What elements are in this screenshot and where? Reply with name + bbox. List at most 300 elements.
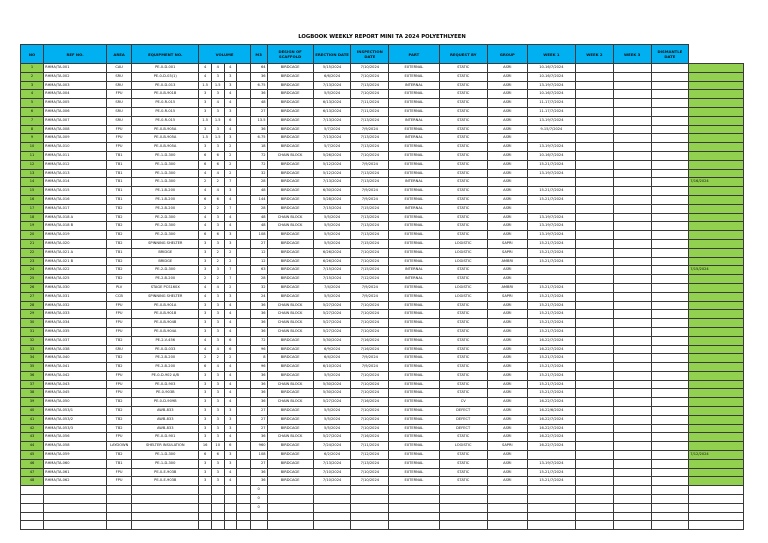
table-cell	[613, 187, 651, 196]
table-cell: TB1	[107, 459, 132, 468]
table-cell: 2	[211, 204, 224, 213]
table-cell	[527, 204, 575, 213]
table-cell: 108	[250, 231, 267, 240]
table-cell	[527, 451, 575, 460]
table-cell	[613, 107, 651, 116]
table-row	[21, 169, 744, 178]
table-cell: TB2	[107, 257, 132, 266]
table-cell: 4	[224, 195, 237, 204]
table-cell: 43	[21, 433, 44, 442]
table-cell: 18	[21, 213, 44, 222]
table-row	[21, 266, 744, 275]
table-cell: PE-1-D-300	[132, 169, 199, 178]
table-cell: 4	[199, 64, 212, 73]
table-cell: PE-0-B-905A	[132, 134, 199, 143]
table-cell: EXTERNAL	[389, 64, 439, 73]
table-cell: RHMA/TA-043	[44, 380, 107, 389]
table-cell: PE-1-D-300	[132, 451, 199, 460]
table-row	[21, 433, 744, 442]
table-cell	[487, 521, 527, 530]
table-cell	[689, 169, 744, 178]
table-cell: BIRDCAGE	[267, 90, 313, 99]
table-cell: 6/9/2024	[313, 345, 351, 354]
table-cell: STATIC	[439, 72, 487, 81]
table-cell: 5/30/2024	[313, 336, 351, 345]
table-cell: 32	[250, 283, 267, 292]
table-cell: 13-19/7/2024	[527, 116, 575, 125]
table-cell	[527, 275, 575, 284]
table-cell: CHAIN BLOCK	[267, 151, 313, 160]
table-cell: 31	[21, 327, 44, 336]
table-cell	[613, 275, 651, 284]
table-cell: 6	[199, 195, 212, 204]
table-cell	[613, 195, 651, 204]
table-cell: RHMA/TA-032	[44, 301, 107, 310]
table-cell: 5/12/2024	[313, 160, 351, 169]
table-cell	[351, 486, 389, 495]
table-cell	[651, 125, 689, 134]
table-cell	[689, 99, 744, 108]
table-cell	[613, 90, 651, 99]
table-cell: SPINNING SHELTER	[132, 292, 199, 301]
table-cell: BIRDCAGE	[267, 275, 313, 284]
table-row	[21, 398, 744, 407]
table-row	[21, 248, 744, 257]
table-cell: 6	[21, 107, 44, 116]
table-cell: 3	[211, 398, 224, 407]
table-cell: 7/16/2024	[351, 433, 389, 442]
table-cell: BIRDCAGE	[267, 231, 313, 240]
table-cell: EXTERNAL	[389, 248, 439, 257]
table-cell: 15-21/7/2024	[527, 310, 575, 319]
table-cell	[651, 495, 689, 504]
table-cell: ASRI	[487, 64, 527, 73]
table-cell: PE-0-D-902 A/B	[132, 371, 199, 380]
table-cell	[199, 521, 212, 530]
table-cell: TB1	[107, 178, 132, 187]
table-cell: 2	[224, 151, 237, 160]
table-cell: 7/13/2024	[351, 213, 389, 222]
table-cell	[689, 327, 744, 336]
table-cell	[689, 72, 744, 81]
table-cell: STATIC	[439, 204, 487, 213]
table-cell: STATIC	[439, 389, 487, 398]
table-cell	[651, 266, 689, 275]
table-cell: FPU	[107, 477, 132, 486]
table-cell	[575, 187, 613, 196]
table-cell	[689, 354, 744, 363]
table-cell: 1.5	[211, 81, 224, 90]
table-cell: 5/5/2024	[313, 222, 351, 231]
table-cell: PE-2-D-300	[132, 231, 199, 240]
table-cell: BIRDCAGE	[267, 424, 313, 433]
table-cell	[689, 222, 744, 231]
table-cell	[313, 512, 351, 521]
table-row	[21, 239, 744, 248]
table-cell: 72	[250, 336, 267, 345]
table-cell	[237, 336, 251, 345]
table-cell: BIRDCAGE	[267, 195, 313, 204]
table-cell: EXTERNAL	[389, 239, 439, 248]
table-cell	[575, 90, 613, 99]
table-cell: 3	[224, 134, 237, 143]
table-cell: 3	[224, 231, 237, 240]
table-cell: EXTERNAL	[389, 310, 439, 319]
table-cell: 7/10/2024	[351, 327, 389, 336]
table-cell: 48	[250, 213, 267, 222]
table-cell: 27	[21, 292, 44, 301]
table-row	[21, 486, 744, 495]
table-cell	[651, 512, 689, 521]
table-cell: ASRI	[487, 222, 527, 231]
table-cell: ASRI	[487, 107, 527, 116]
table-row	[21, 477, 744, 486]
table-cell: 34	[21, 354, 44, 363]
table-cell: EXTERNAL	[389, 195, 439, 204]
table-cell: 15-21/7/2024	[527, 371, 575, 380]
table-cell	[575, 292, 613, 301]
table-cell: 37	[21, 380, 44, 389]
table-cell	[527, 503, 575, 512]
table-cell	[651, 521, 689, 530]
table-cell: 3	[211, 292, 224, 301]
table-cell: EXTERNAL	[389, 107, 439, 116]
logbook-table	[20, 44, 744, 530]
table-cell	[613, 143, 651, 152]
table-cell: 3	[199, 407, 212, 416]
table-cell	[132, 512, 199, 521]
table-cell	[651, 451, 689, 460]
table-cell: ASRI	[487, 160, 527, 169]
table-cell: TB1	[107, 169, 132, 178]
table-cell: 63	[250, 266, 267, 275]
table-cell: 7/15/2024	[313, 204, 351, 213]
header-cell: WEEK 2	[575, 45, 613, 64]
table-cell: 3	[224, 292, 237, 301]
table-cell	[651, 327, 689, 336]
table-cell: 3	[199, 398, 212, 407]
table-cell: BIRDCAGE	[267, 239, 313, 248]
table-cell: BIRDCAGE	[267, 442, 313, 451]
table-cell: RHMA/TA-018 B	[44, 222, 107, 231]
table-cell	[651, 239, 689, 248]
table-cell: EXTERNAL	[389, 363, 439, 372]
table-cell: 7	[224, 178, 237, 187]
table-cell	[613, 327, 651, 336]
table-cell: 6.75	[250, 134, 267, 143]
table-row	[21, 99, 744, 108]
table-cell	[575, 503, 613, 512]
table-cell: 7/9/2024	[351, 195, 389, 204]
table-cell	[651, 213, 689, 222]
table-cell: FPU	[107, 310, 132, 319]
table-cell	[689, 301, 744, 310]
table-cell: RHMA/TA-045	[44, 389, 107, 398]
table-cell	[651, 222, 689, 231]
table-cell	[575, 222, 613, 231]
table-cell: RHMA/TA-058	[44, 442, 107, 451]
table-cell: EXTERNAL	[389, 407, 439, 416]
table-cell	[107, 486, 132, 495]
table-cell: 15-21/7/2024	[527, 389, 575, 398]
table-body	[21, 64, 744, 530]
table-cell	[613, 398, 651, 407]
table-cell: EXTERNAL	[389, 151, 439, 160]
table-cell: DEFECT	[439, 424, 487, 433]
table-cell: BIRDCAGE	[267, 116, 313, 125]
table-cell	[575, 169, 613, 178]
table-cell	[613, 231, 651, 240]
table-cell	[237, 433, 251, 442]
table-cell	[439, 495, 487, 504]
table-cell: 10-16/7/2024	[527, 90, 575, 99]
table-cell: STATIC	[439, 90, 487, 99]
table-cell: BIRDCAGE	[267, 99, 313, 108]
table-cell: STATIC	[439, 266, 487, 275]
table-cell: 96	[250, 345, 267, 354]
table-cell: PE-0-D-03(1)	[132, 72, 199, 81]
table-cell: 4	[199, 169, 212, 178]
table-cell	[651, 257, 689, 266]
table-cell: 27	[250, 459, 267, 468]
table-cell: 3	[224, 451, 237, 460]
table-cell: 2	[211, 178, 224, 187]
table-cell	[651, 407, 689, 416]
table-cell: PE-1-B-200	[132, 195, 199, 204]
table-cell: 1.5	[199, 116, 212, 125]
table-cell	[575, 371, 613, 380]
table-row	[21, 415, 744, 424]
table-cell	[313, 503, 351, 512]
table-cell	[21, 521, 44, 530]
table-cell	[107, 512, 132, 521]
table-cell: ASRI	[487, 451, 527, 460]
table-cell	[132, 521, 199, 530]
table-cell: TB2	[107, 266, 132, 275]
table-cell: BIRDCAGE	[267, 169, 313, 178]
table-cell	[237, 371, 251, 380]
table-cell	[689, 195, 744, 204]
table-row	[21, 72, 744, 81]
table-cell: LOGISTIC	[439, 248, 487, 257]
table-cell: 3	[211, 319, 224, 328]
table-cell	[132, 495, 199, 504]
table-cell: 13-19/7/2024	[527, 81, 575, 90]
table-cell	[651, 292, 689, 301]
table-cell: FPU	[107, 371, 132, 380]
table-cell: STATIC	[439, 222, 487, 231]
table-row	[21, 143, 744, 152]
table-row	[21, 116, 744, 125]
table-cell	[44, 521, 107, 530]
table-cell: 5/27/2024	[313, 398, 351, 407]
table-cell	[575, 107, 613, 116]
table-cell	[132, 486, 199, 495]
table-cell	[651, 107, 689, 116]
table-cell	[689, 283, 744, 292]
table-cell: 6	[224, 336, 237, 345]
table-cell	[237, 107, 251, 116]
table-cell: 7/12/2024	[351, 275, 389, 284]
table-cell: EXTERNAL	[389, 169, 439, 178]
table-cell: 5/15/2024	[313, 64, 351, 73]
table-cell: FPU	[107, 319, 132, 328]
table-cell	[267, 503, 313, 512]
report-sheet	[20, 30, 744, 530]
table-cell: 13	[21, 169, 44, 178]
table-cell: BIRDCAGE	[267, 283, 313, 292]
table-cell: 7/13/2024	[351, 231, 389, 240]
table-cell	[267, 486, 313, 495]
table-cell: BIRDCAGE	[267, 107, 313, 116]
table-cell: 36	[250, 90, 267, 99]
table-cell: BIRDCAGE	[267, 64, 313, 73]
table-cell: STATIC	[439, 143, 487, 152]
table-row	[21, 451, 744, 460]
table-cell: TB2	[107, 275, 132, 284]
table-cell: 3	[211, 125, 224, 134]
table-cell: 15-21/7/2024	[527, 248, 575, 257]
table-cell: ASRI	[487, 310, 527, 319]
table-cell: RHMA/TA-021 B	[44, 257, 107, 266]
table-cell: 11	[21, 151, 44, 160]
table-cell: EXTERNAL	[389, 415, 439, 424]
table-cell	[651, 354, 689, 363]
table-cell: ASRI	[487, 398, 527, 407]
table-cell: 6/2/2024	[313, 451, 351, 460]
table-cell: 15-21/7/2024	[527, 283, 575, 292]
table-cell: CHAIN BLOCK	[267, 433, 313, 442]
table-cell: AMBRI	[487, 283, 527, 292]
table-cell: 13-19/7/2024	[527, 231, 575, 240]
table-cell	[651, 248, 689, 257]
table-cell: ASRI	[487, 151, 527, 160]
table-cell: 28	[250, 204, 267, 213]
table-row	[21, 354, 744, 363]
table-cell: EXTERNAL	[389, 319, 439, 328]
table-cell: DEFECT	[439, 407, 487, 416]
table-cell: TB1	[107, 187, 132, 196]
table-cell	[575, 521, 613, 530]
table-cell: CHAIN BLOCK	[267, 213, 313, 222]
table-cell: 3	[211, 389, 224, 398]
table-cell	[689, 292, 744, 301]
table-row	[21, 195, 744, 204]
table-cell: 36	[250, 301, 267, 310]
table-cell: STATIC	[439, 116, 487, 125]
header-cell: ERECTION DATE	[313, 45, 351, 64]
table-row	[21, 292, 744, 301]
table-cell: PE-2-B-200	[132, 363, 199, 372]
table-cell: 4	[224, 319, 237, 328]
table-cell	[237, 266, 251, 275]
table-cell: SAPRI	[487, 442, 527, 451]
table-cell: 7/10/2024	[351, 415, 389, 424]
table-cell: 4	[199, 336, 212, 345]
table-cell: CHAIN BLOCK	[267, 327, 313, 336]
table-cell: RHMA/TA-033	[44, 310, 107, 319]
table-cell: 7/12/2024	[689, 451, 744, 460]
table-cell: 10	[21, 143, 44, 152]
table-cell: 3	[211, 90, 224, 99]
table-row	[21, 345, 744, 354]
table-cell: 3	[211, 107, 224, 116]
table-cell	[613, 310, 651, 319]
table-cell: 7/9/2024	[351, 354, 389, 363]
table-cell: 2	[211, 275, 224, 284]
table-row	[21, 107, 744, 116]
table-cell	[487, 503, 527, 512]
table-cell	[651, 204, 689, 213]
table-cell: 10-16/7/2024	[527, 72, 575, 81]
table-cell	[689, 398, 744, 407]
table-cell	[575, 125, 613, 134]
table-cell	[613, 442, 651, 451]
table-cell	[575, 213, 613, 222]
table-cell: TB2	[107, 415, 132, 424]
table-cell: 7/9/2024	[351, 125, 389, 134]
table-cell: SRU	[107, 99, 132, 108]
table-cell	[575, 99, 613, 108]
table-cell	[689, 64, 744, 73]
table-cell: RHMA/TA-014	[44, 178, 107, 187]
table-cell: 6	[199, 231, 212, 240]
table-cell: EXTERNAL	[389, 125, 439, 134]
table-cell: 27	[250, 424, 267, 433]
table-cell: INTERNAL	[389, 81, 439, 90]
table-cell	[250, 521, 267, 530]
table-cell	[21, 495, 44, 504]
table-cell	[237, 116, 251, 125]
table-cell: TB2	[107, 451, 132, 460]
table-cell: 17	[21, 204, 44, 213]
table-cell: ASRI	[487, 125, 527, 134]
table-cell	[575, 415, 613, 424]
table-cell: 3	[199, 424, 212, 433]
table-cell	[575, 495, 613, 504]
table-cell	[689, 503, 744, 512]
table-cell	[689, 257, 744, 266]
table-cell: 36	[21, 371, 44, 380]
table-cell: 13-19/7/2024	[527, 213, 575, 222]
table-cell: ASRI	[487, 169, 527, 178]
table-cell: PE-0-D-903	[132, 380, 199, 389]
table-row	[21, 424, 744, 433]
table-cell: 3	[224, 459, 237, 468]
table-cell: LOGISTIC	[439, 283, 487, 292]
table-cell: PE-0-R-015	[132, 99, 199, 108]
table-cell	[237, 380, 251, 389]
table-cell	[689, 468, 744, 477]
table-cell	[351, 512, 389, 521]
table-cell: 5/7/2024	[313, 143, 351, 152]
table-cell: 9-15/7/2024	[527, 125, 575, 134]
table-cell: 3	[211, 477, 224, 486]
table-cell: PE-1-D-300	[132, 459, 199, 468]
table-cell: 28	[250, 178, 267, 187]
table-cell: 36	[250, 477, 267, 486]
table-cell	[689, 424, 744, 433]
table-cell: 2	[224, 143, 237, 152]
header-cell: REQUEST BY	[439, 45, 487, 64]
table-cell: 3	[199, 415, 212, 424]
table-cell	[651, 90, 689, 99]
table-cell	[613, 371, 651, 380]
table-cell	[237, 327, 251, 336]
table-cell: 4	[199, 283, 212, 292]
table-cell: 3	[199, 248, 212, 257]
table-cell: 7/15/2024	[351, 239, 389, 248]
